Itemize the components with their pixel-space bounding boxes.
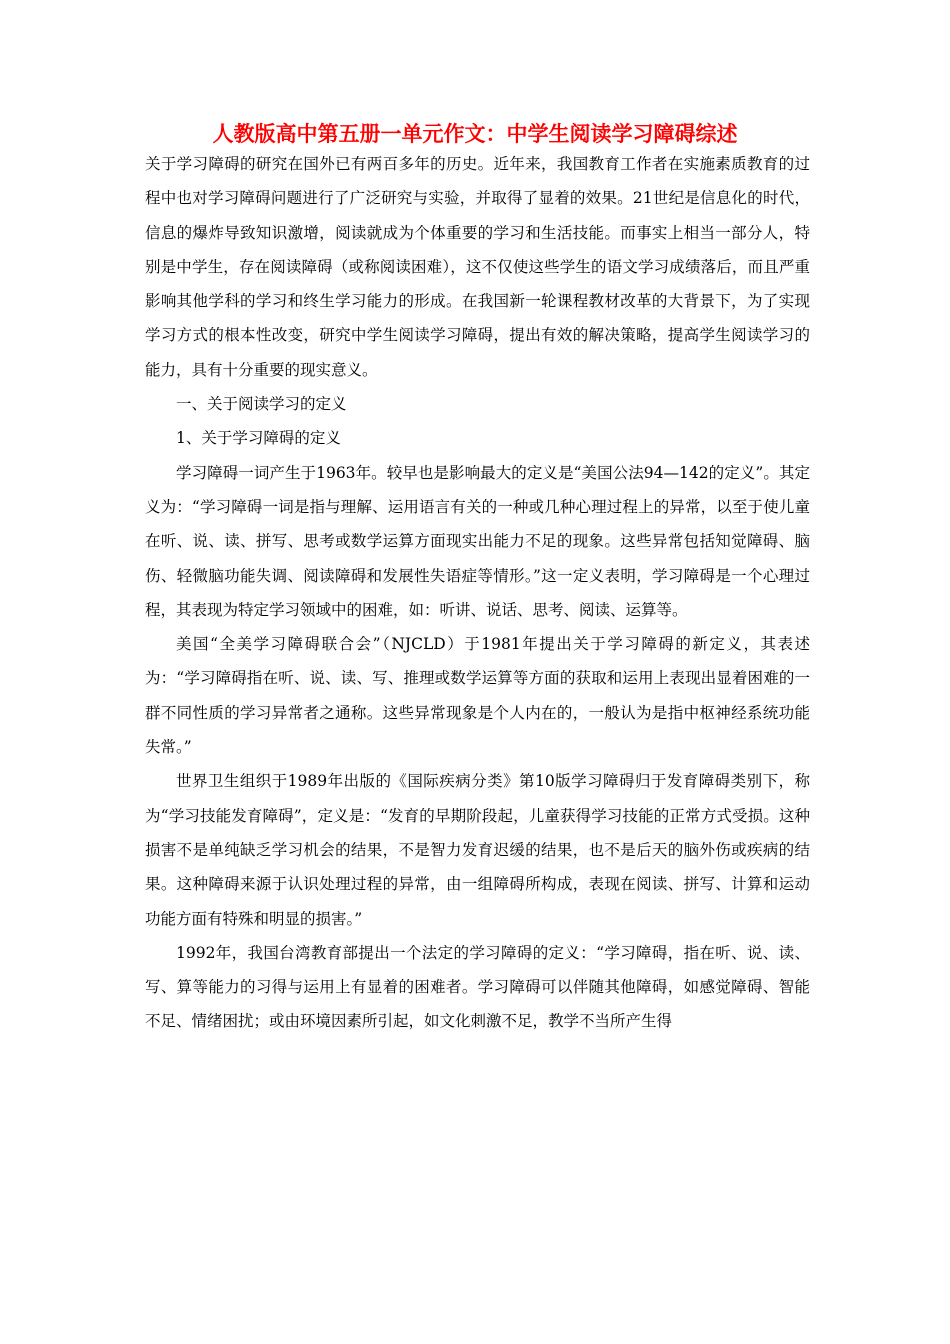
- paragraph-definition-njcld: 美国“全美学习障碍联合会”（NJCLD）于1981年提出关于学习障碍的新定义，其表述为：“学习障碍指在听、说、读、写、推理或数学运算等方面的获取和运用上表现出显着困难的一群不同性质的学习异常者之通称。这些异常现象是个人内在的，一般认为是指中枢神经系统功能失常。”: [145, 635, 810, 757]
- subsection-heading: 1、关于学习障碍的定义: [176, 429, 341, 448]
- section-heading: 一、关于阅读学习的定义: [176, 395, 347, 414]
- paragraph-definition-who: 世界卫生组织于1989年出版的《国际疾病分类》第10版学习障碍归于发育障碍类别下，称为“学习技能发育障碍”，定义是：“发育的早期阶段起，儿童获得学习技能的正常方式受损。这种损害不是单纯缺乏学习机会的结果，不是智力发育迟缓的结果，也不是后天的脑外伤或疾病的结果。这种障碍来源于认识处理过程的异常，由一组障碍所构成，表现在阅读、拼写、计算和运动功能方面有特殊和明显的损害。”: [145, 772, 810, 928]
- paragraph-intro: 关于学习障碍的研究在国外已有两百多年的历史。近年来，我国教育工作者在实施素质教育的过程中也对学习障碍问题进行了广泛研究与实验，并取得了显着的效果。21世纪是信息化的时代，信息的爆炸导致知识激增，阅读就成为个体重要的学习和生活技能。而事实上相当一部分人，特别是中学生，存在阅读障碍（或称阅读困难），这不仅使这些学生的语文学习成绩落后，而且严重影响其他学科的学习和终生学习能力的形成。在我国新一轮课程教材改革的大背景下，为了实现学习方式的根本性改变，研究中学生阅读学习障碍，提出有效的解决策略，提高学生阅读学习的能力，具有十分重要的现实意义。: [145, 155, 810, 379]
- document-body: [145, 147, 810, 1039]
- document-title: 人教版高中第五册一单元作文：中学生阅读学习障碍综述: [212, 121, 738, 146]
- paragraph-definition-taiwan: 1992年，我国台湾教育部提出一个法定的学习障碍的定义：“学习障碍，指在听、说、读、写、算等能力的习得与运用上有显着的困难者。学习障碍可以伴随其他障碍，如感觉障碍、智能不足、情绪困扰；或由环境因素所引起，如文化刺激不足，教学不当所产生得: [145, 943, 810, 1031]
- paragraph-definition-1963: 学习障碍一词产生于1963年。较早也是影响最大的定义是“美国公法94—142的定义”。其定义为：“学习障碍一词是指与理解、运用语言有关的一种或几种心理过程上的异常，以至于使儿童在听、说、读、拼写、思考或数学运算方面现实出能力不足的现象。这些异常包括知觉障碍、脑伤、轻微脑功能失调、阅读障碍和发展性失语症等情形。”这一定义表明，学习障碍是一个心理过程，其表现为特定学习领域中的困难，如：听讲、说话、思考、阅读、运算等。: [145, 463, 810, 619]
